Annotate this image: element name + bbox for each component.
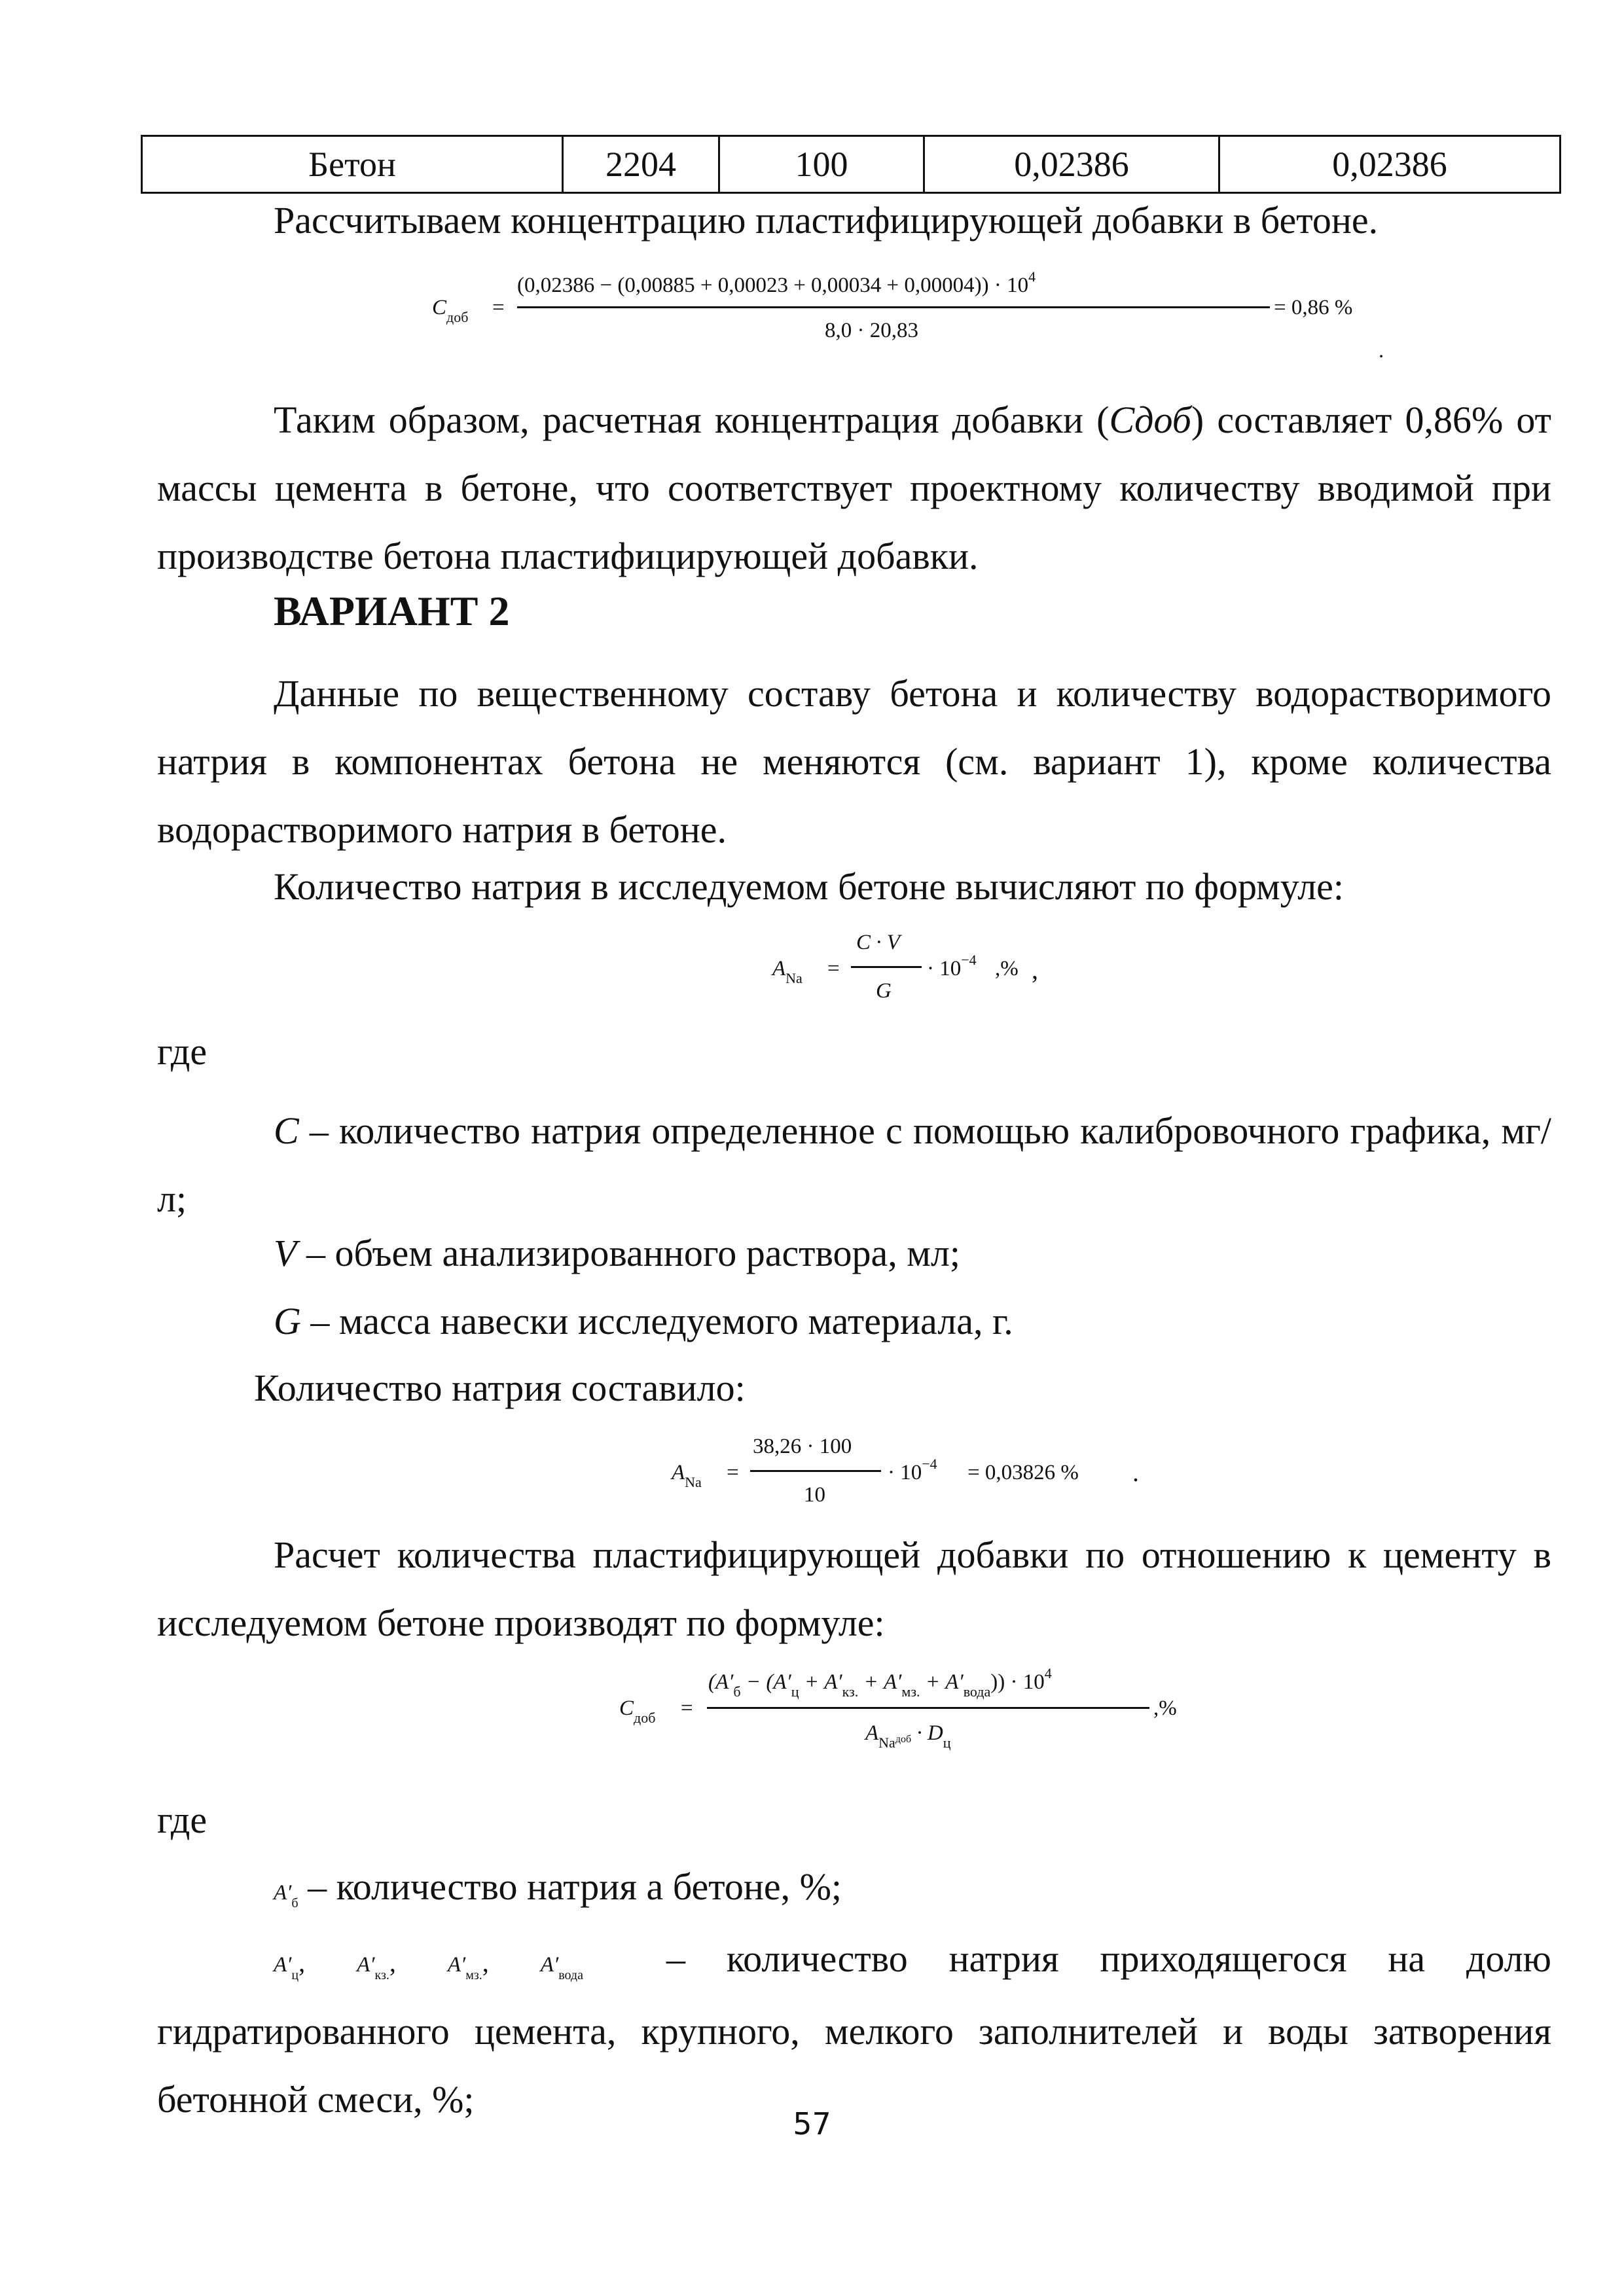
def-ab: $A'_б$ – количество натрия а бетоне, %;: [274, 1865, 842, 1910]
data-table: [141, 135, 1561, 194]
def-v: V – объем анализированного раствора, мл;: [274, 1232, 961, 1274]
table-cell: 100: [719, 136, 924, 193]
page-number: 57: [793, 2106, 831, 2142]
formula-lhs: $A_{Na}$: [672, 1461, 702, 1490]
table-cell: 0,02386: [924, 136, 1219, 193]
formula-tail: · $10^{-4}$: [927, 952, 977, 980]
formula-denominator: G: [876, 979, 892, 1003]
fraction-bar: [851, 966, 922, 968]
formula-eq: =: [681, 1696, 693, 1720]
formula-tail: · $10^{-4}$: [888, 1456, 937, 1484]
formula-eq: =: [827, 957, 840, 980]
table-cell: 0,02386: [1219, 136, 1561, 193]
def-list-text: – количество натрия приходящегося на долю: [666, 1937, 1551, 1980]
formula-eq: =: [492, 296, 505, 319]
formula-numerator: 38,26 · 100: [753, 1435, 852, 1458]
fraction-bar: [707, 1707, 1149, 1709]
def-c: C – количество натрия определенное с помощью калибровочного графика, мг/л;: [157, 1109, 1551, 1220]
formula-eq: =: [727, 1461, 739, 1484]
formula-lhs: $C_{доб}$: [432, 296, 469, 325]
formula-lhs: $A_{Na}$: [772, 957, 803, 986]
formula-result: = 0,03826 %: [967, 1461, 1079, 1484]
formula-intro-text: Количество натрия в исследуемом бетоне вычисляют по формуле:: [274, 865, 1344, 908]
formula-result: = 0,86 %: [1274, 296, 1353, 319]
calc-paragraph: Расчет количества пластифицирующей добавки по отношению к цементу в исследуемом бетоне производят по формуле:: [157, 1534, 1551, 1644]
formula-unit: ,%: [1153, 1696, 1177, 1720]
formula-trailing: .: [1379, 339, 1384, 363]
calc-intro-text: Рассчитываем концентрацию пластифицирующей добавки в бетоне.: [274, 199, 1379, 242]
conclusion-paragraph: Таким образом, расчетная концентрация добавки (Cдоб) составляет 0,86% от массы цемента в бетоне, что соответствует проектному количеству вводимой при производстве бетона пластифицирующей добавки.: [157, 399, 1551, 577]
data-paragraph: Данные по вещественному составу бетона и количеству водорастворимого натрия в компонентах бетона не меняются (см. вариант 1), кроме количества водорастворимого натрия в бетоне.: [157, 672, 1551, 851]
where-label: где: [157, 1799, 208, 1841]
formula-trailing: .: [1132, 1458, 1139, 1487]
formula-unit: ,%: [995, 957, 1019, 980]
formula-numerator: $(0,02386 - (0,00885 + 0,00023 + 0,00034 + 0,00004)) \cdot 10^4$: [517, 268, 1036, 297]
table-row: [142, 136, 1561, 193]
def-g: G – масса навески исследуемого материала, г.: [274, 1300, 1013, 1342]
table-cell: 2204: [563, 136, 719, 193]
fraction-bar: [750, 1470, 881, 1472]
fraction-bar: [517, 306, 1270, 308]
def-list-continuation: гидратированного цемента, крупного, мелкого заполнителей и воды затворения бетонной смеси, %;: [157, 2010, 1551, 2121]
result-intro-text: Количество натрия составило:: [254, 1367, 746, 1409]
formula-denominator: 8,0 · 20,83: [825, 319, 918, 342]
formula-denominator: $A_{Na}доб \cdot D_ц$: [865, 1721, 951, 1751]
formula-trailing: ,: [1032, 955, 1038, 984]
where-label: где: [157, 1030, 208, 1073]
formula-numerator: C · V: [856, 931, 900, 954]
formula-denominator: 10: [804, 1483, 825, 1507]
def-list: $A'_ц$, $A'_{кз.}$, $A'_{мз.}$, $A'_{вода}$: [274, 1948, 583, 1982]
section-heading: ВАРИАНТ 2: [274, 588, 510, 634]
formula-lhs: $C_{доб}$: [619, 1696, 656, 1726]
table-cell: Бетон: [142, 136, 563, 193]
formula-numerator: $(A'_б - (A'_ц + A'_{кз.} + A'_{мз.} + A'_{вода})) \cdot 10^4$: [708, 1665, 1052, 1700]
